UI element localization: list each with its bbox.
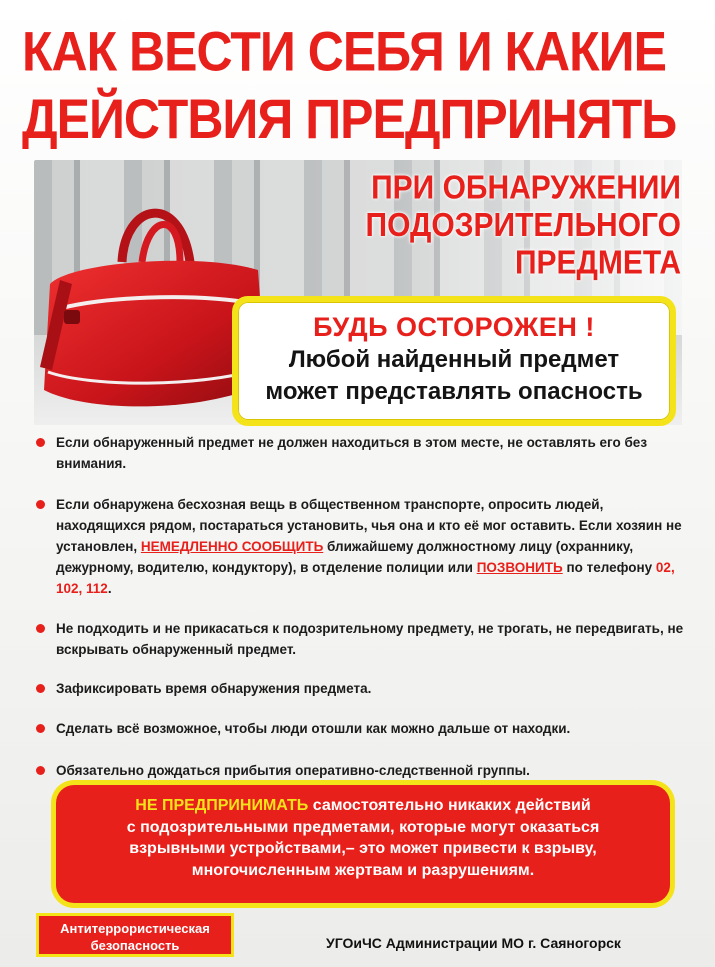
- red-dot-icon: [36, 724, 45, 733]
- list-item-text: [56, 494, 686, 599]
- list-item-text: Сделать всё возможное, чтобы люди отошли как можно дальше от находки.: [56, 721, 571, 736]
- poster-subtitle: [236, 170, 681, 282]
- warning-box: [232, 296, 676, 426]
- red-dot-icon: [36, 684, 45, 693]
- poster-title: [22, 18, 702, 152]
- list-item: [36, 678, 686, 699]
- list-item-text: Если обнаруженный предмет не должен находиться в этом месте, не оставлять его без внимания.: [56, 435, 648, 471]
- alert-line-2: с подозрительными предметами, которые могут оказаться: [126, 818, 600, 836]
- alert-text: самостоятельно никаких действий: [308, 797, 591, 814]
- item-text-part: ближайшему должностному лицу (охраннику, дежурному, водителю, кондуктору), в отделение полиции или: [56, 539, 634, 575]
- alert-emphasis: НЕ ПРЕДПРИНИМАТЬ: [135, 797, 309, 814]
- emphasis-report: НЕМЕДЛЕННО СООБЩИТЬ: [140, 539, 324, 554]
- warning-title: БУДЬ ОСТОРОЖЕН !: [313, 312, 595, 342]
- red-dot-icon: [36, 624, 45, 633]
- footer-organization: УГОиЧС Администрации МО г. Саяногорск: [326, 935, 621, 951]
- title-line-2: ДЕЙСТВИЯ ПРЕДПРИНЯТЬ: [22, 87, 677, 151]
- subtitle-line-2: ПОДОЗРИТЕЛЬНОГО ПРЕДМЕТА: [365, 207, 681, 282]
- alert-line-4: многочисленным жертвам и разрушениям.: [191, 861, 535, 879]
- danger-alert-box: [56, 785, 670, 903]
- badge-line-1: Антитеррористическая: [60, 921, 210, 936]
- item-text-part: по телефону: [562, 560, 656, 575]
- list-item: [36, 494, 686, 599]
- list-item-text: Зафиксировать время обнаружения предмета.: [56, 681, 372, 696]
- red-dot-icon: [36, 766, 45, 775]
- antiterror-badge: [36, 913, 234, 957]
- warning-line-2: может представлять опасность: [265, 378, 643, 405]
- list-item-text: Обязательно дождаться прибытия оперативно-следственной группы.: [56, 763, 530, 778]
- list-item: [36, 760, 686, 781]
- emphasis-call: ПОЗВОНИТЬ: [476, 560, 563, 575]
- warning-line-1: Любой найденный предмет: [288, 346, 620, 373]
- list-item: [36, 432, 686, 474]
- red-dot-icon: [36, 438, 45, 447]
- title-line-1: КАК ВЕСТИ СЕБЯ И КАКИЕ: [22, 20, 666, 83]
- list-item: [36, 618, 686, 660]
- badge-line-2: безопасность: [90, 938, 180, 953]
- item-text-part: .: [107, 581, 112, 596]
- alert-line-3: взрывными устройствами,– это может привести к взрыву,: [129, 840, 597, 857]
- item-text-part: Если обнаружена бесхозная вещь в общественном транспорте, опросить людей, находящихся рядом, постараться установить, чья она и кто её мог оставить. Если хозяин не установлен,: [56, 497, 682, 554]
- alert-line-1: [56, 795, 670, 817]
- phone-numbers: 02, 102, 112: [56, 560, 675, 596]
- list-item: [36, 718, 686, 739]
- list-item-text: Не подходить и не прикасаться к подозрительному предмету, не трогать, не передвигать, не вскрывать обнаруженный предмет.: [56, 621, 684, 657]
- red-dot-icon: [36, 500, 45, 509]
- subtitle-line-1: ПРИ ОБНАРУЖЕНИИ: [371, 170, 681, 207]
